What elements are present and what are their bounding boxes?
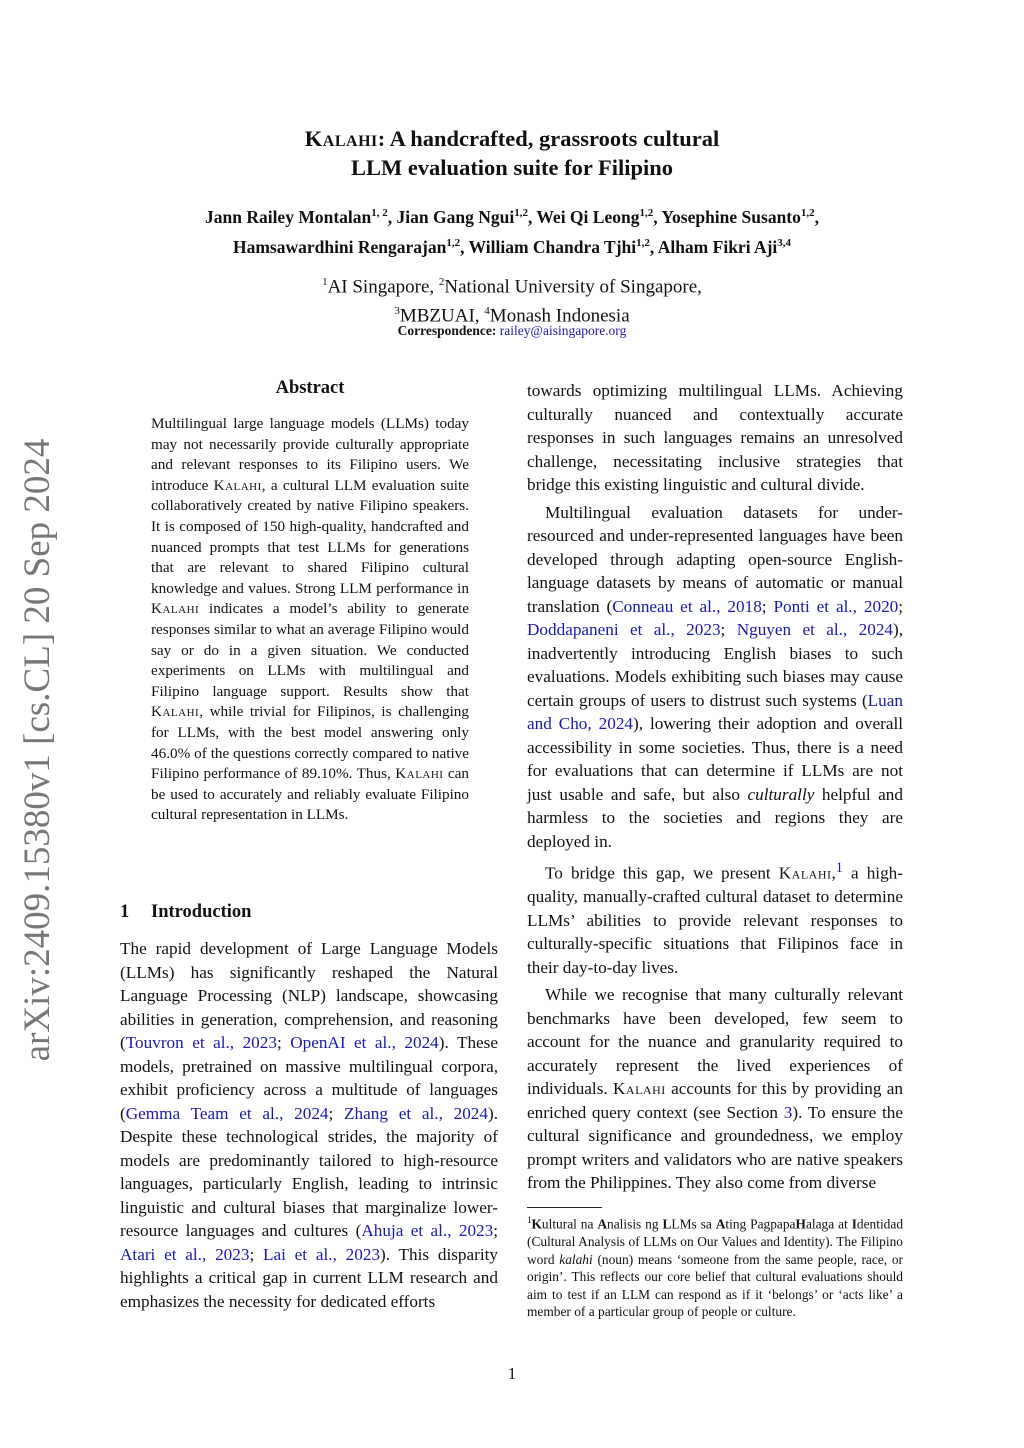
title-kalahi: Kalahi <box>304 126 378 151</box>
footnote-1: $^1$Kultural na Analisis ng LLMs sa Ating PagpapaHalaga at Identidad (Cultural Analysis of LLMs on Our Values and Identity). The Filipino word kalahi (noun) means ‘someone from the same people, race, or origin’. This reflects our core belief that cultural evaluations should aim to test if an LLM can respond as if it ‘belongs’ or ‘acts like’ a member of a particular group of people or culture. <box>527 1215 904 1320</box>
author-name: Jian Gang Ngui <box>396 206 515 227</box>
footnote-link[interactable]: 1 <box>835 860 843 876</box>
citation-link[interactable]: Touvron et al., 2023 <box>125 1033 277 1052</box>
author-list: Jann Railey Montalan$^{1, 2}$, Jian Gang Ngui$^{1,2}$, Wei Qi Leong$^{1,2}$, Yosephine Susanto$^{1,2}$, Hamsawardhini Rengarajan$^{1,2}$, William Chandra Tjhi$^{1,2}$, Alham Fikri Aji$^{3,4}$ <box>204 206 820 257</box>
paragraph: To bridge this gap, we present Kalahi,$^1$ a high-quality, manually-crafted cultural dataset to determine LLMs’ abilities to provide relevant responses to culturally-specific situations that Filipinos face in their day-to-day lives. <box>527 860 903 977</box>
footnote-rule <box>527 1207 602 1208</box>
citation-link[interactable]: Ahuja et al., 2023 <box>361 1221 494 1240</box>
paragraph: towards optimizing multilingual LLMs. Achieving culturally nuanced and contextually accurate responses in such languages remains an unresolved challenge, necessitating inclusive strategies that bridge this existing linguistic and cultural divide. <box>527 381 903 494</box>
paragraph: While we recognise that many culturally relevant benchmarks have been developed, few seem to account for the nuance and granularity required to accurately represent the lived experiences of individuals. Kalahi accounts for this by providing an enriched query context (see Section 3). To ensure the cultural significance and groundedness, we employ prompt writers and validators who are native speakers from the Philippines. They also come from diverse <box>527 985 903 1193</box>
section-heading-introduction: 1 Introduction <box>120 902 252 922</box>
affiliations: $^1$AI Singapore, $^2$National University of Singapore, $^3$MBZUAI, $^4$Monash Indonesia <box>322 276 702 327</box>
citation-link[interactable]: Ponti et al., 2020 <box>773 596 899 616</box>
paragraph: Multilingual evaluation datasets for under-resourced and under-represented languages have been developed through adapting open-source English-language datasets by means of automatic or manual translation (Conneau et al., 2018; Ponti et al., 2020; Doddapaneni et al., 2023; Nguyen et al., 2024), inadvertently introducing English biases to such evaluations. Models exhibiting such biases may cause certain groups of users to distrust such systems (Luan and Cho, 2024), lowering their adoption and overall accessibility in some societies. Thus, there is a need for evaluations that can determine if LLMs are not just usable and safe, but also culturally helpful and harmless to the societies and regions they are deployed in. <box>527 502 904 851</box>
citation-link[interactable]: Conneau et al., 2018 <box>612 596 762 616</box>
title-line1: : A handcrafted, grassroots cultural <box>377 126 720 151</box>
page-number: 1 <box>507 1364 517 1383</box>
arxiv-identifier-stamp: arXiv:2409.15380v1 [cs.CL] 20 Sep 2024 <box>17 438 58 1062</box>
citation-link[interactable]: Luan and Cho, 2024 <box>527 690 903 733</box>
author-name: Alham Fikri Aji <box>657 236 778 257</box>
citation-link[interactable]: Doddapaneni et al., 2023 <box>527 620 721 639</box>
section-ref-link[interactable]: 3 <box>783 1102 793 1122</box>
author-name: Jann Railey Montalan <box>204 206 372 227</box>
abstract-heading: Abstract <box>275 378 345 398</box>
citation-link[interactable]: Zhang et al., 2024 <box>344 1103 488 1123</box>
author-name: Yosephine Susanto <box>661 206 801 227</box>
citation-link[interactable]: OpenAI et al., 2024 <box>290 1033 439 1052</box>
author-name: Hamsawardhini Rengarajan <box>232 236 447 257</box>
citation-link[interactable]: Lai et al., 2023 <box>263 1244 381 1264</box>
correspondence-label: Correspondence: <box>397 323 497 338</box>
author-name: Wei Qi Leong <box>536 206 640 227</box>
abstract-body: Multilingual large language models (LLMs) today may not necessarily provide culturally appropriate and relevant responses to its Filipino users. We introduce Kalahi, a cultural LLM evaluation suite collaboratively created by native Filipino speakers. It is composed of 150 high-quality, handcrafted and nuanced prompts that test LLMs for generations that are relevant to shared Filipino cultural knowledge and values. Strong LLM performance in Kalahi indicates a model’s ability to generate responses similar to what an average Filipino would say or do in a given situation. We conducted experiments on LLMs with multilingual and Filipino language support. Results show that Kalahi, while trivial for Filipinos, is challenging for LLMs, with the best model answering only 46.0% of the questions correctly compared to native Filipino performance of 89.10%. Thus, Kalahi can be used to accurately and reliably evaluate Filipino cultural representation in LLMs. <box>151 415 469 824</box>
citation-link[interactable]: Gemma Team et al., 2024 <box>125 1103 329 1123</box>
correspondence <box>150 323 874 339</box>
paper-title <box>150 124 874 182</box>
author-name: William Chandra Tjhi <box>468 236 637 257</box>
citation-link[interactable]: Atari et al., 2023 <box>120 1244 250 1264</box>
introduction-right-column <box>527 379 903 1195</box>
correspondence-email-link[interactable]: railey@aisingapore.org <box>499 323 627 338</box>
title-line2: LLM evaluation suite for Filipino <box>350 155 674 180</box>
citation-link[interactable]: Nguyen et al., 2024 <box>736 620 893 639</box>
introduction-left-column: The rapid development of Large Language Models (LLMs) has significantly reshaped the Natural Language Processing (NLP) landscape, showcasing abilities in generation, comprehension, and reasoning (Touvron et al., 2023; OpenAI et al., 2024). These models, pretrained on massive multilingual corpora, exhibit proficiency across a multitude of languages (Gemma Team et al., 2024; Zhang et al., 2024). Despite these technological strides, the majority of models are predominantly tailored to high-resource languages, particularly English, leading to intrinsic linguistic and cultural biases that marginalize lower-resource languages and cultures (Ahuja et al., 2023; Atari et al., 2023; Lai et al., 2023). This disparity highlights a critical gap in current LLM research and emphasizes the necessity for dedicated efforts <box>120 939 499 1311</box>
